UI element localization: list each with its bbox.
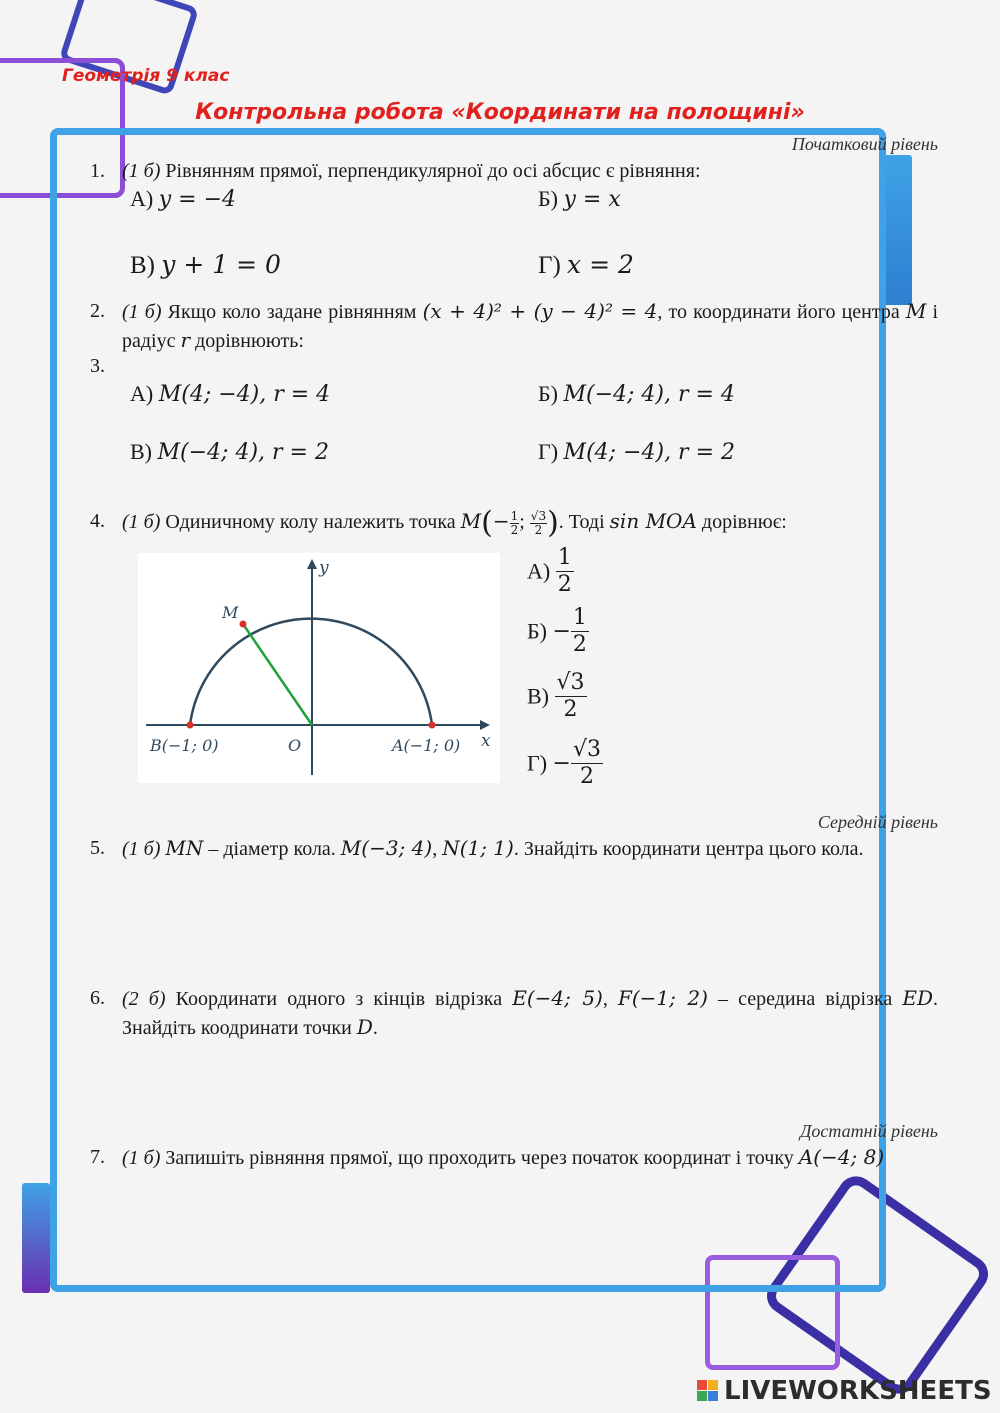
point-a	[429, 722, 436, 729]
liveworksheets-logo-icon	[697, 1380, 719, 1402]
q1-option-a[interactable]: А) y = −4	[130, 186, 236, 212]
q4-option-d[interactable]: Г) − $\frac{√3}{2}$	[527, 737, 601, 789]
q2-option-d[interactable]: Г) M(4; −4), r = 2	[538, 439, 735, 465]
q2-option-c[interactable]: В) M(−4; 4), r = 2	[130, 439, 329, 465]
q1-points: (1 б)	[122, 160, 161, 182]
q4-option-b[interactable]: Б) − $\frac{1}{2}$	[527, 605, 587, 657]
b-label: B(−1; 0)	[150, 736, 219, 755]
level-middle: Середній рівень	[817, 812, 938, 832]
level-initial: Початковий рівень	[791, 134, 938, 154]
q6-number: 6.	[90, 987, 105, 1009]
q2-text: (1 б) Якщо коло задане рівнянням (x + 4)² + (y − 4)² = 4, то координати його центра M і радіус r дорівнюють:	[122, 299, 939, 352]
q5-number: 5.	[90, 837, 105, 859]
q1-text	[122, 157, 938, 185]
q5-text: (1 б) MN – діаметр кола. M(−3; 4), N(1; 1). Знайдіть координати центра цього кола.	[122, 836, 864, 860]
q7-number: 7.	[90, 1146, 105, 1168]
deco-bar-left-gradient	[22, 1183, 50, 1293]
o-label: O	[288, 736, 302, 755]
q2-option-b[interactable]: Б) M(−4; 4), r = 4	[538, 381, 735, 407]
unit-circle-figure	[138, 553, 500, 783]
x-label: x	[481, 731, 491, 751]
liveworksheets-watermark[interactable]: LIVEWORKSHEETS	[724, 1376, 992, 1406]
q1-option-d[interactable]: Г) x = 2	[538, 250, 634, 279]
point-b	[187, 722, 194, 729]
q2-number: 2.	[90, 300, 105, 322]
q1-question: Рівнянням прямої, перпендикулярної до осі абсцис є рівняння:	[165, 160, 701, 182]
q4-option-c[interactable]: В) $\frac{√3}{2}$	[527, 670, 585, 722]
q1-option-b[interactable]: Б) y = x	[538, 186, 621, 212]
q4-option-a[interactable]: А) $\frac{1}{2}$	[527, 545, 572, 597]
radius-om	[243, 624, 312, 725]
q7-text: (1 б) Запишіть рівняння прямої, що проходить через початок координат і точку A(−4; 8)	[122, 1145, 885, 1169]
q6-text: (2 б) Координати одного з кінців відрізка E(−4; 5), F(−1; 2) – середина відрізка ED. Знайдіть коодринати точки D.	[122, 986, 939, 1039]
q1-number: 1.	[90, 160, 105, 182]
point-m	[240, 621, 247, 628]
grade-subtitle: Геометрія 9 клас	[62, 66, 230, 86]
q4-text: (1 б) Одиничному колу належить точка M(− $\frac{1}{2}$ ; $\frac{√3}{2}$ ). Тоді sin MOA дорівнює:	[122, 505, 787, 541]
q1-option-c[interactable]: В) y + 1 = 0	[130, 250, 281, 279]
level-sufficient: Достатній рівень	[799, 1121, 938, 1141]
x-axis-arrow-icon	[480, 720, 490, 730]
test-title: Контрольна робота «Координати на полощині»	[195, 100, 805, 125]
q2-option-a[interactable]: А) M(4; −4), r = 4	[130, 381, 331, 407]
y-axis-arrow-icon	[307, 559, 317, 569]
q3-number: 3.	[90, 355, 105, 377]
q4-number: 4.	[90, 510, 105, 532]
a-label: A(−1; 0)	[392, 736, 461, 755]
y-label: y	[319, 558, 329, 578]
m-label: M	[222, 603, 239, 622]
